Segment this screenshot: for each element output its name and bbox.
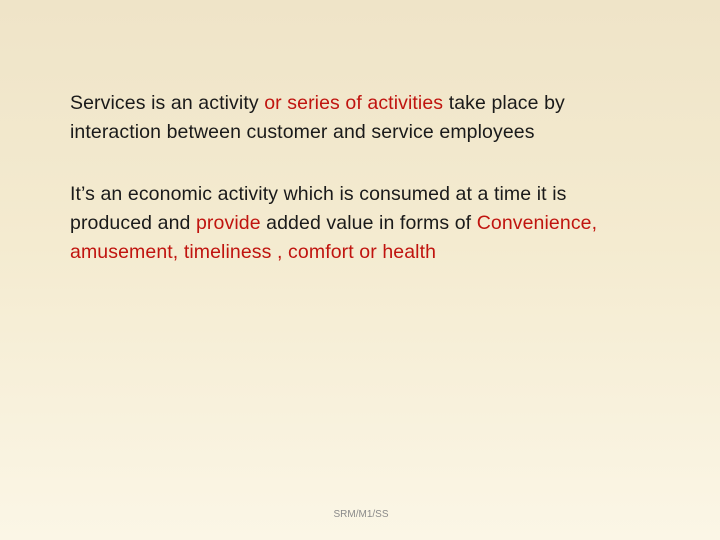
text-run: Services is an activity	[70, 92, 265, 114]
paragraph-line	[70, 238, 690, 267]
paragraph-line	[70, 180, 690, 209]
paragraph-line	[70, 209, 690, 238]
highlighted-text-run: Convenience,	[476, 212, 598, 234]
paragraph-services-definition	[70, 89, 690, 147]
text-run: interaction between customer and service employees	[70, 121, 535, 143]
text-run: It’s an economic activity which is consumed at a time it is	[70, 183, 567, 205]
paragraph-line	[70, 118, 690, 147]
highlighted-text-run: or series of activities	[264, 92, 444, 114]
highlighted-text-run: amusement, timeliness , comfort or health	[70, 241, 437, 263]
highlighted-text-run: provide	[195, 212, 261, 234]
text-run: take place by	[443, 92, 565, 114]
paragraph-economic-activity	[70, 180, 690, 267]
paragraph-line	[70, 89, 690, 118]
text-run: produced and	[70, 212, 196, 234]
text-run: added value in forms of	[260, 212, 477, 234]
footer-label: SRM/M1/SS	[333, 509, 389, 520]
slide-footer	[0, 509, 720, 520]
